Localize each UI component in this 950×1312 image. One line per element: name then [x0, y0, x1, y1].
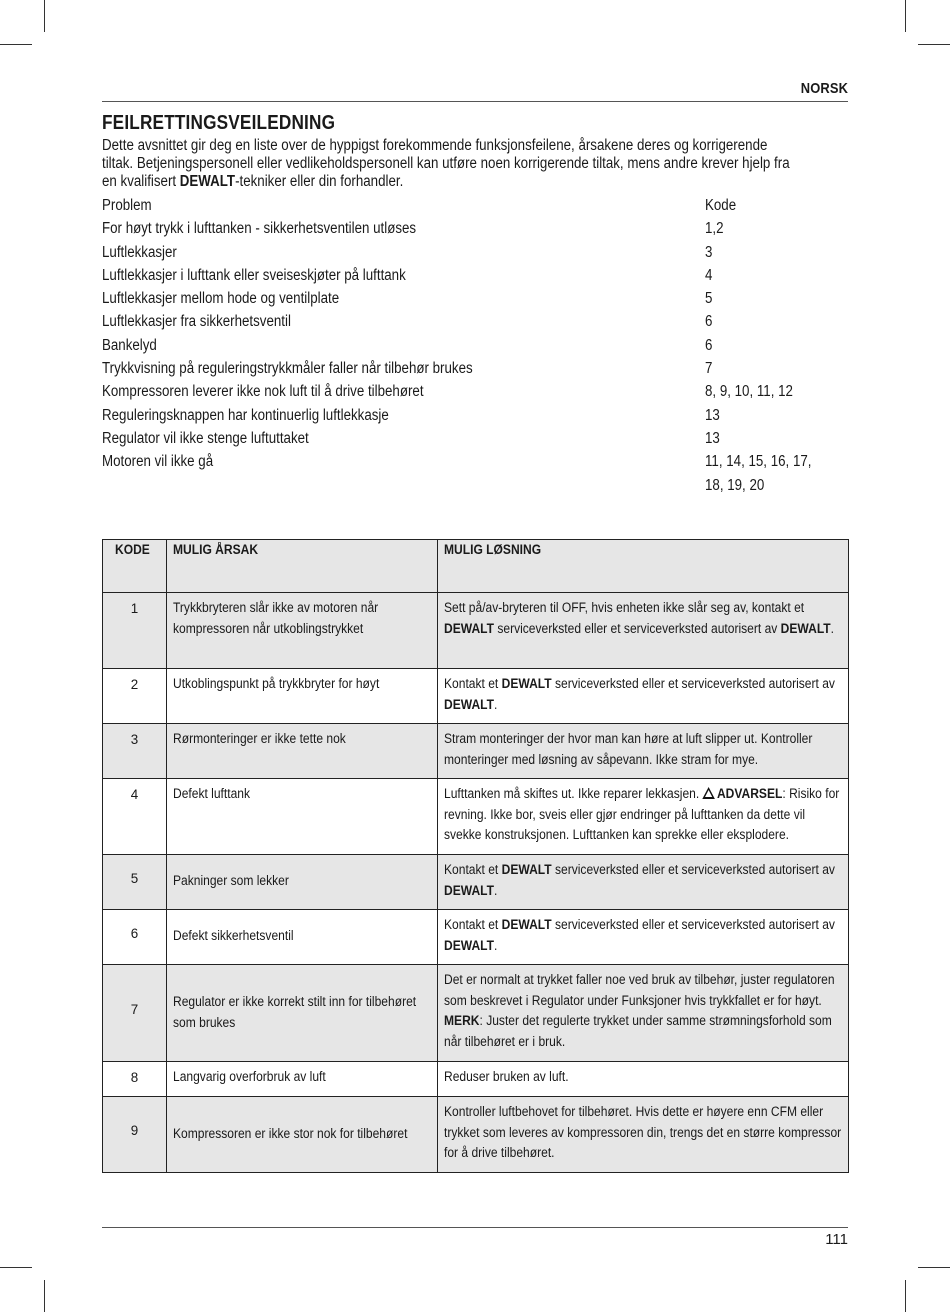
footer-rule	[102, 1227, 848, 1228]
cause-cell	[166, 669, 437, 724]
table-row	[103, 1097, 849, 1173]
code-cell	[103, 1062, 167, 1097]
table-header-row	[103, 540, 849, 593]
problem-text: Kompressoren leverer ikke nok luft til å drive tilbehøret	[102, 383, 424, 401]
solution-cell	[437, 965, 848, 1062]
code-value: 6	[130, 925, 139, 941]
bold-term: DEWALT	[501, 917, 552, 932]
cause-cell	[166, 593, 437, 669]
column-header-cause: MULIG ÅRSAK	[166, 540, 437, 593]
page-number: 111	[825, 1231, 848, 1248]
solution-text: .	[493, 882, 497, 898]
table-row	[103, 779, 849, 855]
problem-text: Motoren vil ikke gå	[102, 453, 214, 471]
code-cell	[103, 593, 167, 669]
solution-cell	[437, 1097, 848, 1173]
table-row	[103, 669, 849, 724]
solution-text: Det er normalt at trykket faller noe ved bruk av tilbehør, juster regulatoren som beskrevet i Regulator under Funksjoner hvis trykkfallet er for høyt.	[443, 972, 835, 1008]
solution-text: .	[493, 937, 497, 953]
solution-text: Reduser bruken av luft.	[443, 1069, 569, 1084]
cause-text: Regulator er ikke korrekt stilt inn for tilbehøret som brukes	[172, 993, 417, 1030]
cause-text: Langvarig overforbruk av luft	[172, 1069, 326, 1084]
code-value: 3	[130, 732, 139, 747]
troubleshooting-table	[102, 539, 849, 1173]
solution-text: Stram monteringer der hvor man kan høre at luft slipper ut. Kontroller monteringer med løsning av såpevann. Ikke stram for mye.	[443, 731, 813, 767]
crop-mark	[44, 1280, 45, 1312]
problem-code: 18, 19, 20	[705, 476, 765, 494]
code-cell	[103, 910, 167, 965]
code-value: 9	[130, 1123, 139, 1139]
solution-text: : Juster det regulerte trykket under samme strømningsforhold som når tilbehøret er i bruk.	[443, 1013, 832, 1049]
code-cell	[103, 724, 167, 779]
code-value: 5	[130, 870, 139, 886]
intro-text: en kvalifisert	[102, 173, 180, 190]
solution-text: serviceverksted eller et serviceverksted autorisert av	[493, 620, 781, 636]
solution-text: Lufttanken må skiftes ut. Ikke reparer lekkasjen.	[443, 786, 703, 801]
table-row	[103, 1062, 849, 1097]
section-title-text: FEILRETTINGSVEILEDNING	[102, 112, 336, 134]
code-cell	[103, 669, 167, 724]
code-header: Kode	[705, 197, 737, 214]
problem-code: 8, 9, 10, 11, 12	[705, 383, 793, 401]
solution-cell	[437, 779, 848, 855]
problem-text: Bankelyd	[102, 336, 157, 354]
code-cell	[103, 855, 167, 910]
problem-code: 13	[705, 429, 720, 447]
problem-code: 13	[705, 406, 720, 424]
table-row	[103, 593, 849, 669]
problem-code: 1,2	[705, 220, 724, 238]
bold-term: DEWALT	[443, 937, 494, 953]
solution-text: Kontakt et	[443, 676, 502, 691]
solution-cell	[437, 910, 848, 965]
solution-text: serviceverksted eller et serviceverksted autorisert av	[551, 862, 835, 877]
intro-line	[102, 173, 848, 191]
table-row	[103, 965, 849, 1062]
code-value: 1	[130, 601, 139, 616]
table-row	[103, 724, 849, 779]
problem-code: 6	[705, 313, 713, 331]
crop-mark	[0, 1267, 32, 1268]
crop-mark	[905, 1280, 906, 1312]
crop-mark	[918, 44, 950, 45]
table-row	[103, 910, 849, 965]
cause-cell	[166, 910, 437, 965]
solution-text: : Risiko for revning. Ikke bor, sveis eller gjør endringer på lufttanken da dette vil svekke konstruksjonen. Lufttanken kan sprekke eller eksplodere.	[443, 786, 839, 843]
solution-cell	[437, 1062, 848, 1097]
cause-text: Rørmonteringer er ikke tette nok	[172, 731, 346, 746]
bold-term: DEWALT	[501, 676, 552, 691]
problem-code: 4	[705, 266, 713, 284]
problem-text: Reguleringsknappen har kontinuerlig luftlekkasje	[102, 406, 389, 424]
crop-mark	[918, 1267, 950, 1268]
cause-cell	[166, 724, 437, 779]
problem-text: For høyt trykk i lufttanken - sikkerhetsventilen utløses	[102, 220, 417, 238]
cause-text: Utkoblingspunkt på trykkbryter for høyt	[172, 676, 380, 691]
bold-term: DEWALT	[501, 862, 552, 877]
problem-code: 6	[705, 336, 713, 354]
bold-term: DEWALT	[443, 696, 494, 712]
code-cell	[103, 779, 167, 855]
crop-mark	[44, 0, 45, 32]
cause-cell	[166, 965, 437, 1062]
solution-text: Kontroller luftbehovet for tilbehøret. Hvis dette er høyere enn CFM eller trykket som leveres av kompressoren din, trengs det en større kompressor for å drive tilbehøret.	[443, 1104, 841, 1161]
problem-text: Trykkvisning på reguleringstrykkmåler faller når tilbehør brukes	[102, 360, 473, 378]
section-title	[102, 112, 950, 135]
solution-cell	[437, 855, 848, 910]
code-value: 8	[130, 1070, 139, 1085]
header-rule	[102, 101, 848, 102]
bold-term: DEWALT	[780, 620, 831, 636]
problem-text: Luftlekkasjer fra sikkerhetsventil	[102, 313, 291, 331]
cause-text: Defekt sikkerhetsventil	[172, 928, 294, 944]
column-header-solution: MULIG LØSNING	[437, 540, 848, 593]
crop-mark	[905, 0, 906, 32]
table-row	[103, 855, 849, 910]
bold-term: DEWALT	[443, 882, 494, 898]
solution-cell	[437, 593, 848, 669]
code-cell	[103, 965, 167, 1062]
solution-text: Sett på/av-bryteren til OFF, hvis enheten ikke slår seg av, kontakt et	[443, 600, 804, 615]
solution-cell	[437, 724, 848, 779]
problem-code: 11, 14, 15, 16, 17,	[705, 453, 812, 471]
cause-cell	[166, 1062, 437, 1097]
crop-mark	[0, 44, 32, 45]
problem-header: Problem	[102, 197, 152, 214]
code-value: 2	[130, 677, 139, 692]
problem-text: Luftlekkasjer mellom hode og ventilplate	[102, 290, 340, 308]
problem-text: Luftlekkasjer	[102, 243, 177, 261]
brand-name: DEWALT	[179, 173, 236, 190]
problem-text: Luftlekkasjer i lufttank eller sveiseskjøter på lufttank	[102, 266, 406, 284]
intro-line: tiltak. Betjeningspersonell eller vedlikeholdspersonell kan utføre noen korrigerende tiltak, mens andre krever hjelp fra	[102, 155, 790, 172]
intro-paragraph	[102, 137, 950, 191]
code-value: 7	[130, 1001, 139, 1017]
problem-code: 5	[705, 290, 713, 308]
bold-term: ADVARSEL	[716, 786, 782, 801]
solution-text: Kontakt et	[443, 862, 502, 877]
solution-text: .	[493, 696, 497, 712]
cause-text: Pakninger som lekker	[172, 873, 289, 889]
cause-cell	[166, 1097, 437, 1173]
code-cell	[103, 1097, 167, 1173]
code-value: 4	[130, 787, 139, 802]
solution-text: serviceverksted eller et serviceverksted autorisert av	[551, 676, 835, 691]
problem-text: Regulator vil ikke stenge luftuttaket	[102, 429, 309, 447]
solution-text: serviceverksted eller et serviceverksted autorisert av	[551, 917, 835, 932]
column-header-code: KODE	[103, 540, 167, 593]
solution-text: Kontakt et	[443, 917, 502, 932]
warning-triangle-icon	[702, 787, 715, 799]
intro-line: Dette avsnittet gir deg en liste over de hyppigst forekommende funksjonsfeilene, årsakene deres og korrigerende	[102, 137, 768, 154]
cause-text: Defekt lufttank	[172, 786, 250, 801]
cause-text: Trykkbryteren slår ikke av motoren når kompressoren når utkoblingstrykket	[172, 600, 379, 636]
bold-term: MERK	[443, 1013, 480, 1029]
solution-cell	[437, 669, 848, 724]
solution-text: .	[830, 620, 834, 636]
problem-code: 3	[705, 243, 713, 261]
intro-text: -tekniker eller din forhandler.	[235, 173, 404, 190]
bold-term: DEWALT	[443, 620, 494, 636]
language-label: NORSK	[800, 80, 848, 97]
cause-text: Kompressoren er ikke stor nok for tilbehøret	[172, 1125, 408, 1141]
cause-cell	[166, 779, 437, 855]
problem-code: 7	[705, 360, 713, 378]
cause-cell	[166, 855, 437, 910]
